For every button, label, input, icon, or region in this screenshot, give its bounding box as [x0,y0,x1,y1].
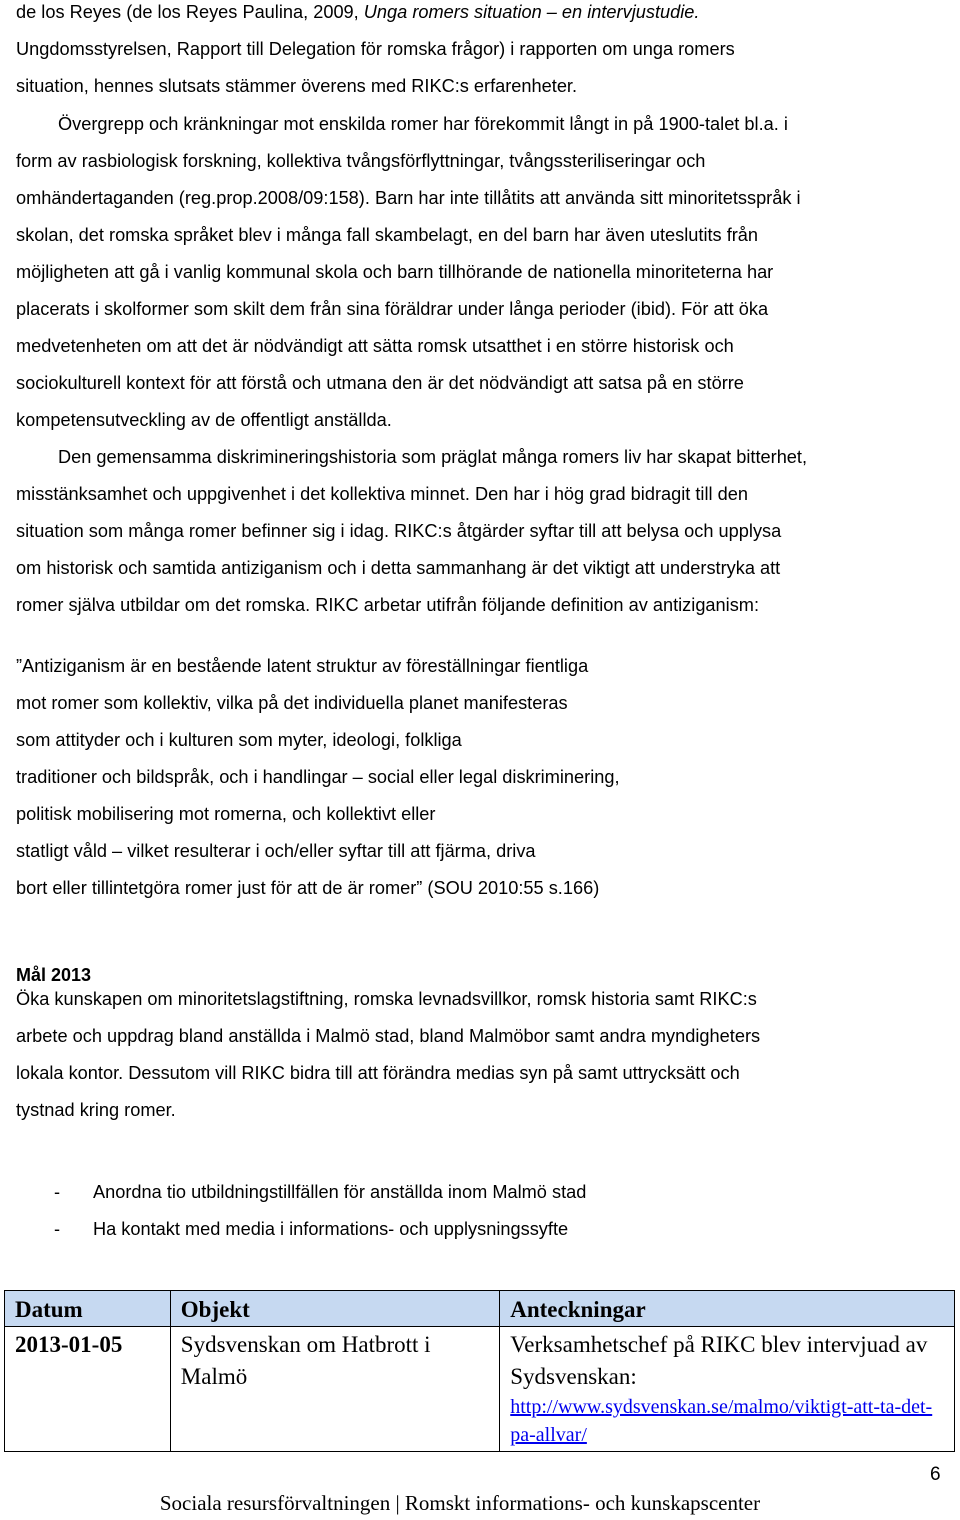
text-line: omhändertaganden (reg.prop.2008/09:158). Barn har inte tillåtits att använda sitt minoritetsspråk i [16,188,801,208]
text-line: kompetensutveckling av de offentligt anställda. [16,410,392,430]
text-line: situation, hennes slutsats stämmer överens med RIKC:s erfarenheter. [16,76,578,96]
text-line: tystnad kring romer. [16,1100,176,1120]
text-line: arbete och uppdrag bland anställda i Malmö stad, bland Malmöbor samt andra myndigheters [16,1026,761,1046]
source-title: Unga romers situation – en intervjustudie. [363,2,700,22]
section-heading: Mål 2013 [16,965,92,985]
table-row [5,1327,955,1452]
text-line: romer själva utbildar om det romska. RIKC arbetar utifrån följande definition av antiziganism: [16,595,759,615]
page-footer: Sociala resursförvaltningen | Romskt informations- och kunskapscenter [159,1491,761,1515]
text-span: de los Reyes (de los Reyes Paulina, 2009, [16,2,364,22]
table-header-row [5,1291,955,1327]
cell-notes [500,1327,955,1452]
text-line: placerats i skolformer som skilt dem från sina föräldrar under långa perioder (ibid). För att öka [16,299,769,319]
article-link[interactable]: http://www.sydsvenskan.se/malmo/viktigt-att-ta-det-pa-allvar/ [510,1396,933,1446]
text-line: sociokulturell kontext för att förstå och utmana den är det nödvändigt att satsa på en större [16,373,744,393]
quote-line: som attityder och i kulturen som myter, ideologi, folkliga [16,730,462,750]
column-header-object: Objekt [170,1291,499,1327]
paragraph-start-line: Den gemensamma diskrimineringshistoria som präglat många romers liv har skapat bitterhet, [58,447,808,467]
text-line: situation som många romer befinner sig i idag. RIKC:s åtgärder syftar till att belysa och upplysa [16,521,782,541]
text-line: lokala kontor. Dessutom vill RIKC bidra till att förändra medias syn på samt uttrycksätt och [16,1063,740,1083]
cell-object: Sydsvenskan om Hatbrott i Malmö [170,1327,499,1452]
text-line: form av rasbiologisk forskning, kollektiva tvångsförflyttningar, tvångssteriliseringar och [16,151,706,171]
bullet-item: Anordna tio utbildningstillfällen för anställda inom Malmö stad [93,1182,587,1202]
column-header-notes: Anteckningar [500,1291,955,1327]
text-line: möjligheten att gå i vanlig kommunal skola och barn tillhörande de nationella minoriteterna har [16,262,774,282]
quote-line: mot romer som kollektiv, vilka på det individuella planet manifesteras [16,693,568,713]
quote-line: politisk mobilisering mot romerna, och kollektivt eller [16,804,436,824]
media-log-table [4,1290,955,1452]
bullet-dash: - [54,1219,61,1239]
bullet-item: Ha kontakt med media i informations- och upplysningssyfte [93,1219,569,1239]
text-line: misstänksamhet och uppgivenhet i det kollektiva minnet. Den har i hög grad bidragit till den [16,484,748,504]
quote-line: statligt våld – vilket resulterar i och/eller syftar till att fjärma, driva [16,841,536,861]
quote-line: traditioner och bildspråk, och i handlingar – social eller legal diskriminering, [16,767,620,787]
quote-line: ”Antiziganism är en bestående latent struktur av föreställningar fientliga [16,656,589,676]
cell-date: 2013-01-05 [5,1327,171,1452]
text-line [16,1,699,23]
text-line: Ungdomsstyrelsen, Rapport till Delegation för romska frågor) i rapporten om unga romers [16,39,735,59]
text-line: om historisk och samtida antiziganism och i detta sammanhang är det viktigt att understryka att [16,558,781,578]
page-number: 6 [930,1464,941,1485]
bullet-dash: - [54,1182,61,1202]
note-text: Verksamhetschef på RIKC blev intervjuad av Sydsvenskan: [510,1332,928,1389]
column-header-date: Datum [5,1291,171,1327]
quote-line: bort eller tillintetgöra romer just för att de är romer” (SOU 2010:55 s.166) [16,878,600,898]
text-line: Öka kunskapen om minoritetslagstiftning, romska levnadsvillkor, romsk historia samt RIKC:s [16,989,757,1009]
text-line: medvetenheten om att det är nödvändigt att sätta romsk utsatthet i en större historisk och [16,336,734,356]
text-line: skolan, det romska språket blev i många fall skambelagt, en del barn har även uteslutits från [16,225,759,245]
paragraph-start-line: Övergrepp och kränkningar mot enskilda romer har förekommit långt in på 1900-talet bl.a. i [58,114,788,134]
